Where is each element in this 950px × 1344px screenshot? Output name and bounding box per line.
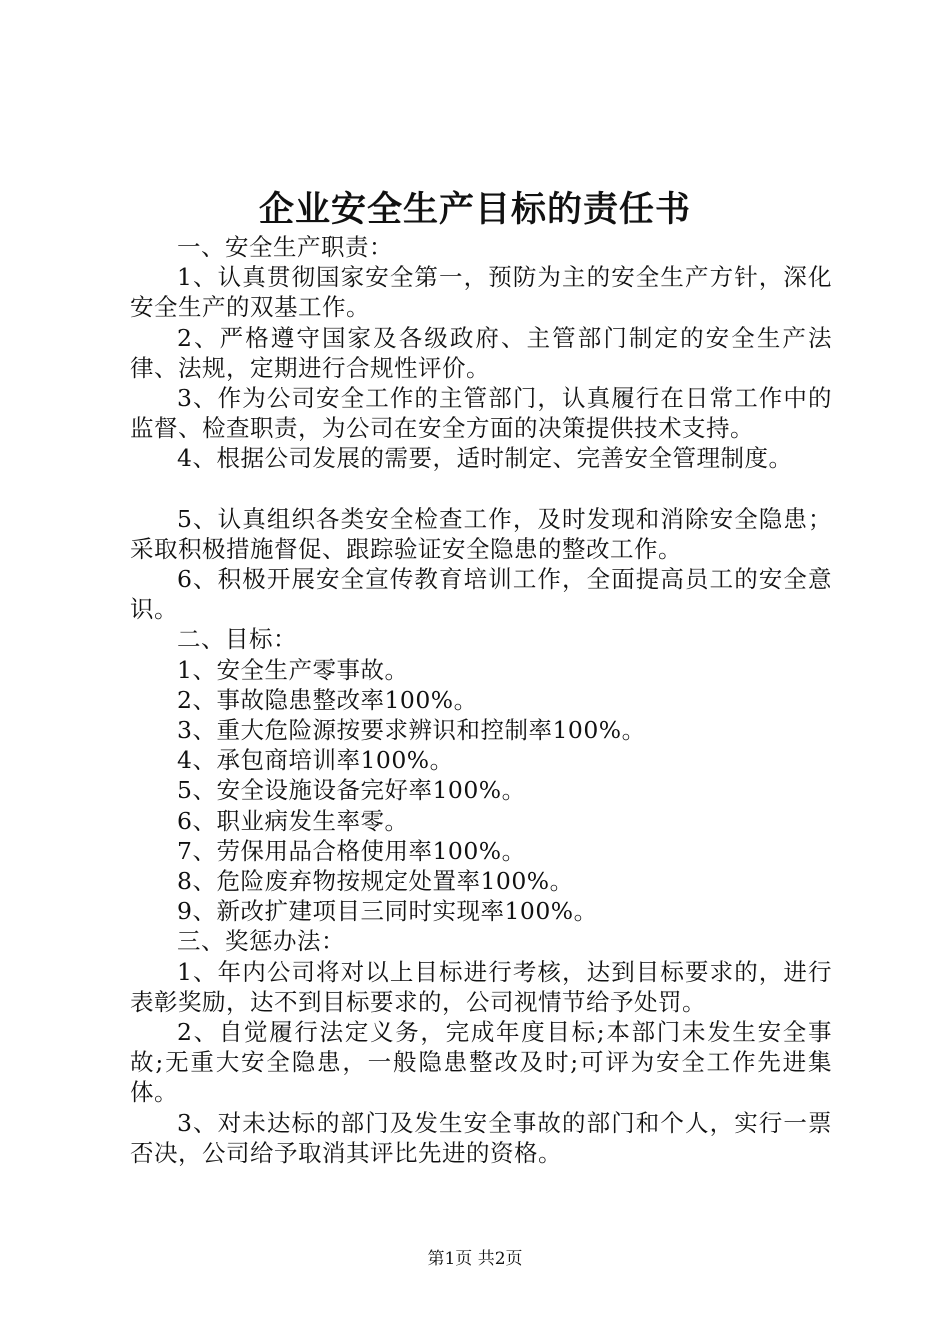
list-item: 4、承包商培训率100%。 bbox=[177, 746, 454, 775]
paragraph: 1、年内公司将对以上目标进行考核，达到目标要求的，进行表彰奖励，达不到目标要求的，公司视情节给予处罚。 bbox=[130, 957, 832, 1016]
paragraph: 1、认真贯彻国家安全第一，预防为主的安全生产方针，深化安全生产的双基工作。 bbox=[130, 263, 832, 322]
section-heading: 三、奖惩办法： bbox=[177, 927, 345, 956]
section-heading: 二、目标： bbox=[177, 625, 297, 654]
list-item: 5、安全设施设备完好率100%。 bbox=[177, 776, 526, 805]
list-item: 1、安全生产零事故。 bbox=[177, 655, 409, 684]
paragraph: 4、根据公司发展的需要，适时制定、完善安全管理制度。 bbox=[177, 444, 793, 473]
document-title: 企业安全生产目标的责任书 bbox=[258, 189, 691, 230]
paragraph: 3、对未达标的部门及发生安全事故的部门和个人，实行一票否决，公司给予取消其评比先进的资格。 bbox=[130, 1108, 832, 1167]
paragraph: 2、自觉履行法定义务，完成年度目标;本部门未发生安全事故;无重大安全隐患，一般隐患整改及时;可评为安全工作先进集体。 bbox=[130, 1018, 832, 1107]
paragraph: 3、作为公司安全工作的主管部门，认真履行在日常工作中的监督、检查职责，为公司在安全方面的决策提供技术支持。 bbox=[130, 384, 832, 443]
list-item: 2、事故隐患整改率100%。 bbox=[177, 685, 478, 714]
paragraph: 6、积极开展安全宣传教育培训工作，全面提高员工的安全意识。 bbox=[130, 565, 832, 624]
document-body bbox=[130, 232, 832, 1168]
list-item: 9、新改扩建项目三同时实现率100%。 bbox=[177, 897, 598, 926]
paragraph: 5、认真组织各类安全检查工作，及时发现和消除安全隐患；采取积极措施督促、跟踪验证安全隐患的整改工作。 bbox=[130, 504, 832, 563]
section-heading: 一、安全生产职责： bbox=[177, 233, 393, 261]
blank-line bbox=[130, 474, 832, 504]
paragraph: 2、严格遵守国家及各级政府、主管部门制定的安全生产法律、法规，定期进行合规性评价。 bbox=[130, 323, 832, 382]
list-item: 7、劳保用品合格使用率100%。 bbox=[177, 836, 526, 865]
list-item: 3、重大危险源按要求辨识和控制率100%。 bbox=[177, 716, 646, 745]
list-item: 8、危险废弃物按规定处置率100%。 bbox=[177, 867, 574, 896]
page-footer: 第1页 共2页 bbox=[427, 1249, 523, 1269]
list-item: 6、职业病发生率零。 bbox=[177, 806, 409, 835]
